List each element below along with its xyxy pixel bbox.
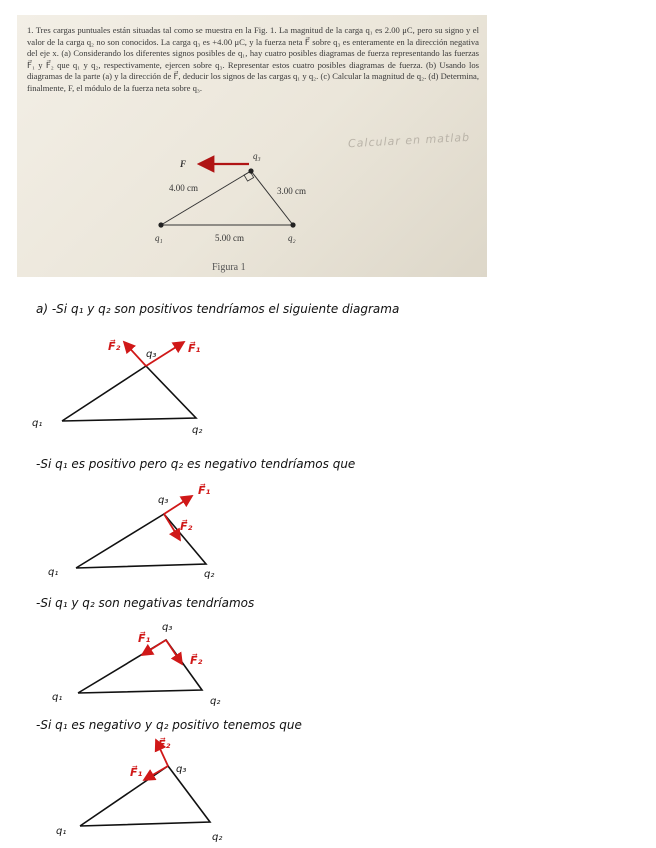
dim-5cm: 5.00 cm: [215, 233, 244, 243]
diagram-1-q2-label: q₂: [192, 425, 203, 436]
diagram-3-f1-label: F⃗₁: [138, 632, 151, 645]
diagram-4-q2-label: q₂: [212, 832, 223, 843]
diagram-4-f1-label: F⃗₁: [130, 766, 143, 779]
diagram-3-f2-arrow: [166, 640, 182, 664]
diagram-4-triangle: [80, 766, 210, 826]
diagram-1: [32, 339, 202, 436]
diagram-1-f2-label: F⃗₂: [108, 340, 121, 353]
diagram-2-f2-label: F⃗₂: [180, 520, 193, 533]
diagram-3-triangle: [78, 640, 202, 693]
dim-3cm: 3.00 cm: [277, 186, 306, 196]
diagram-2-f2-arrow: [164, 514, 180, 540]
diagram-1-f2-arrow: [124, 342, 146, 366]
diagram-2: [48, 483, 214, 580]
answer-4-text: -Si q₁ es negativo y q₂ positivo tenemos que: [36, 718, 302, 732]
diagram-4-f2-label: F⃗₂: [158, 738, 171, 751]
diagram-2-f1-label: F⃗₁: [198, 484, 211, 497]
problem-statement: 1. Tres cargas puntuales están situadas tal como se muestra en la Fig. 1. La magnitud de la carga q₁ es 2.00 μC, pero su signo y el valor de la carga q₂ no son conocidos. La carga q₃ es +4.00 μC, y la fuerza neta F⃗ sobre q₃ es enteramente en la dirección negativa del eje x. (a) Considerando los diferentes signos posibles de q₁, hay cuatro posibles diagramas de fuerza representando las fuerzas F⃗₁ y F⃗₂ que q₁ y q₂, respectivamente, ejercen sobre q₃. Representar estos cuatro posibles diagramas de fuerza. (b) Usando los diagramas de la parte (a) y la dirección de F⃗, deducir los signos de las cargas q₁ y q₂. (c) Calcular la magnitud de q₂. (d) Determina, finalmente, F, el módulo de la fuerza neta sobre q₃.: [27, 25, 479, 93]
diagram-4-q1-label: q₁: [56, 826, 67, 837]
dim-4cm: 4.00 cm: [169, 183, 198, 193]
pencil-note: Calcular en matlab: [347, 130, 471, 151]
diagram-1-f1-label: F⃗₁: [188, 342, 201, 355]
diagram-3-q3-label: q₃: [162, 622, 173, 633]
diagram-1-q3-label: q₃: [146, 349, 157, 360]
q1-label: q₁: [155, 233, 163, 243]
q3-label: q₃: [253, 151, 261, 161]
diagram-1-triangle: [62, 366, 196, 421]
diagram-4-q3-label: q₃: [176, 764, 187, 775]
answer-1-text: a) -Si q₁ y q₂ son positivos tendríamos el siguiente diagrama: [36, 302, 400, 316]
figure-caption: Figura 1: [212, 262, 246, 273]
diagram-4: [56, 737, 222, 843]
diagram-1-q1-label: q₁: [32, 418, 43, 429]
q2-label: q₂: [288, 233, 296, 243]
diagram-3-q2-label: q₂: [210, 696, 221, 707]
diagram-3-f2-label: F⃗₂: [190, 654, 203, 667]
answer-3-text: -Si q₁ y q₂ son negativas tendríamos: [36, 596, 255, 610]
diagram-4-f1-arrow: [144, 766, 168, 780]
diagram-3: [52, 622, 220, 707]
diagram-2-q3-label: q₃: [158, 495, 169, 506]
diagram-2-q2-label: q₂: [204, 569, 215, 580]
force-label: F⃗: [180, 159, 194, 169]
diagram-3-q1-label: q₁: [52, 692, 63, 703]
diagram-2-q1-label: q₁: [48, 567, 59, 578]
answer-2-text: -Si q₁ es positivo pero q₂ es negativo tendríamos que: [36, 457, 356, 471]
